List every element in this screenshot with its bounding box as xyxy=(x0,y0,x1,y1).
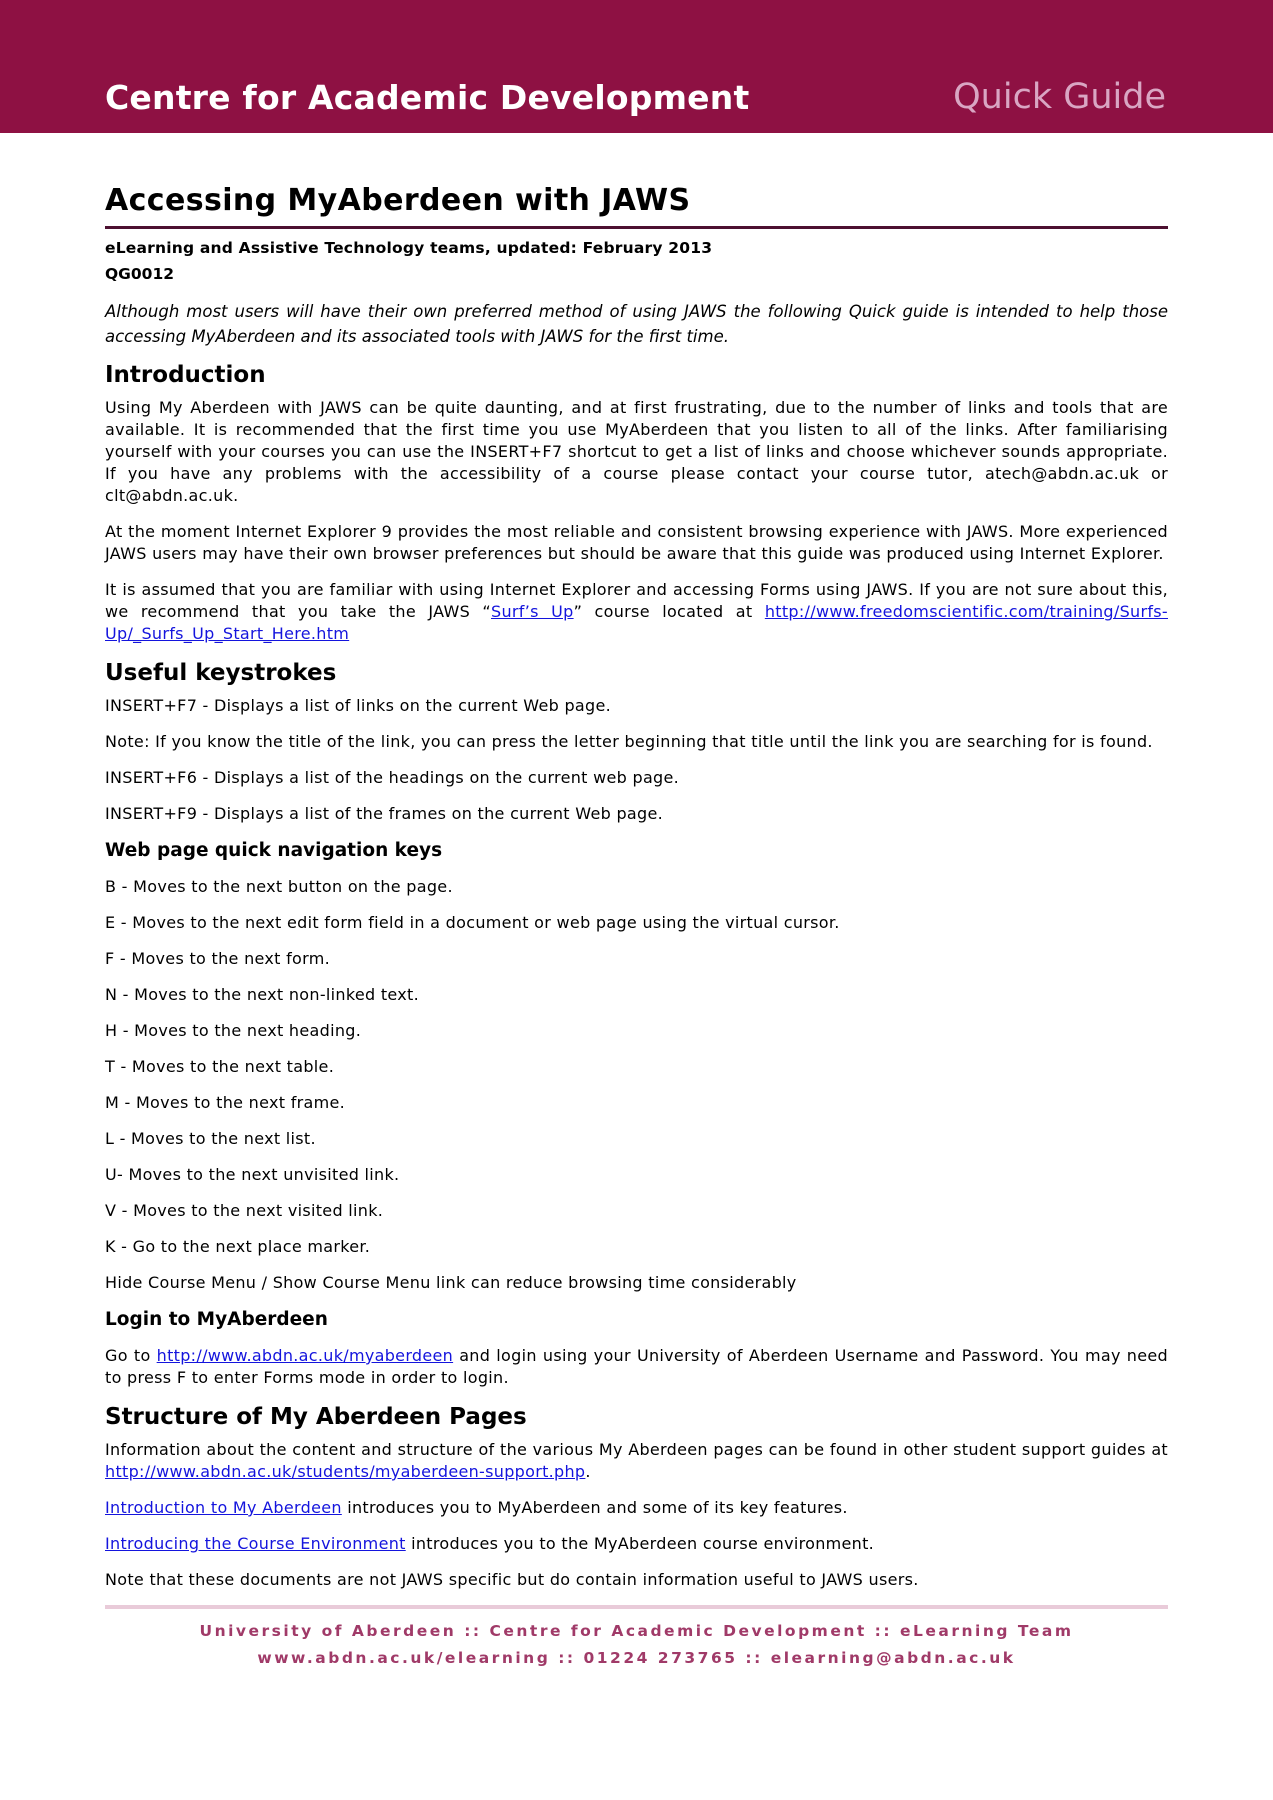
doc-title: Accessing MyAberdeen with JAWS xyxy=(105,183,1168,229)
introduction-to-my-aberdeen-link[interactable]: Introduction to My Aberdeen xyxy=(105,1498,342,1517)
navkey-f: F - Moves to the next form. xyxy=(105,949,330,968)
navkey-l: L - Moves to the next list. xyxy=(105,1129,316,1148)
freedomscientific-url-link[interactable]: http://www.freedomscientific.com/training/Surfs-Up/_Surfs_Up_Start_Here.htm xyxy=(105,602,1168,643)
navkey-m: M - Moves to the next frame. xyxy=(105,1093,346,1112)
paragraph-structure-3 xyxy=(105,1533,1168,1555)
paragraph-intro-1: Using My Aberdeen with JAWS can be quite daunting, and at first frustrating, due to the number of links and tools that are available. It is recommended that the first time you use MyAberdeen that you listen to all of the links. After familiarising yourself with your courses you can use the INSERT+F7 shortcut to get a list of links and choose whichever sounds appropriate. If you have any problems with the accessibility of a course please contact your course tutor, atech@abdn.ac.uk or clt@abdn.ac.uk. xyxy=(105,398,1168,505)
navkey-v: V - Moves to the next visited link. xyxy=(105,1201,384,1220)
paragraph-intro-2: At the moment Internet Explorer 9 provides the most reliable and consistent browsing experience with JAWS. More experienced JAWS users may have their own browser preferences but should be aware that this guide was produced using Internet Explorer. xyxy=(105,522,1168,563)
text-run: introduces you to the MyAberdeen course environment. xyxy=(405,1534,875,1553)
paragraph-login xyxy=(105,1345,1168,1389)
text-run: Information about the content and structure of the various My Aberdeen pages can be found in other student support guides at xyxy=(105,1440,1168,1459)
navkey-u: U- Moves to the next unvisited link. xyxy=(105,1165,400,1184)
brand-header xyxy=(0,0,1273,133)
navkey-n: N - Moves to the next non-linked text. xyxy=(105,985,419,1004)
doc-abstract: Although most users will have their own preferred method of using JAWS the following Quick guide is intended to help those accessing MyAberdeen and its associated tools with JAWS for the first time. xyxy=(105,302,1168,346)
section-heading-introduction: Introduction xyxy=(105,362,266,388)
navkey-k: K - Go to the next place marker. xyxy=(105,1237,371,1256)
paragraph-keystroke-f6: INSERT+F6 - Displays a list of the headings on the current web page. xyxy=(105,768,680,787)
footer-divider xyxy=(105,1605,1168,1609)
paragraph-intro-3 xyxy=(105,579,1168,645)
text-run: ” course located at xyxy=(573,602,765,621)
myaberdeen-url-link[interactable]: http://www.abdn.ac.uk/myaberdeen xyxy=(156,1346,454,1365)
text-run: introduces you to MyAberdeen and some of its key features. xyxy=(341,1498,848,1517)
doc-subtitle: eLearning and Assistive Technology teams, updated: February 2013 xyxy=(105,239,713,257)
subheading-login-to-myaberdeen: Login to MyAberdeen xyxy=(105,1309,328,1330)
text-run: It is assumed that you are familiar with using Internet Explorer and accessing Forms using JAWS. If you are not sure about this, we recommend that you take the JAWS “ xyxy=(105,580,1168,621)
quick-guide-label: Quick Guide xyxy=(953,77,1166,117)
section-heading-structure: Structure of My Aberdeen Pages xyxy=(105,1404,527,1430)
navkey-b: B - Moves to the next button on the page. xyxy=(105,877,453,896)
navkey-t: T - Moves to the next table. xyxy=(105,1057,335,1076)
myaberdeen-support-url-link[interactable]: http://www.abdn.ac.uk/students/myaberdeen-support.php xyxy=(105,1462,586,1481)
paragraph-hide-course-menu: Hide Course Menu / Show Course Menu link can reduce browsing time considerably xyxy=(105,1273,797,1292)
navkey-e: E - Moves to the next edit form field in a document or web page using the virtual cursor. xyxy=(105,913,840,932)
paragraph-keystroke-f7: INSERT+F7 - Displays a list of links on the current Web page. xyxy=(105,696,611,715)
footer-line-2: www.abdn.ac.uk/elearning :: 01224 273765 :: elearning@abdn.ac.uk xyxy=(257,1649,1016,1667)
text-run: and login using your University of Aberdeen Username and Password. You may need to press F to enter Forms mode in order to login. xyxy=(105,1346,1168,1387)
document-body xyxy=(105,183,1168,1672)
text-run: . xyxy=(585,1462,591,1481)
brand-title: Centre for Academic Development xyxy=(105,78,750,117)
page-footer xyxy=(105,1618,1168,1672)
text-run: Go to xyxy=(105,1346,157,1365)
paragraph-keystroke-note: Note: If you know the title of the link, you can press the letter beginning that title until the link you are searching for is found. xyxy=(105,732,1153,751)
footer-line-1: University of Aberdeen :: Centre for Academic Development :: eLearning Team xyxy=(199,1622,1074,1640)
paragraph-structure-note: Note that these documents are not JAWS specific but do contain information useful to JAWS users. xyxy=(105,1570,919,1589)
section-heading-useful-keystrokes: Useful keystrokes xyxy=(105,660,337,686)
doc-code: QG0012 xyxy=(105,265,175,283)
navkey-h: H - Moves to the next heading. xyxy=(105,1021,362,1040)
paragraph-structure-2 xyxy=(105,1497,1168,1519)
introducing-course-environment-link[interactable]: Introducing the Course Environment xyxy=(105,1534,406,1553)
paragraph-keystroke-f9: INSERT+F9 - Displays a list of the frames on the current Web page. xyxy=(105,804,663,823)
paragraph-structure-1 xyxy=(105,1439,1168,1483)
subheading-web-page-quick-navigation-keys: Web page quick navigation keys xyxy=(105,840,443,861)
surfs-up-link[interactable]: Surf’s Up xyxy=(491,602,574,621)
